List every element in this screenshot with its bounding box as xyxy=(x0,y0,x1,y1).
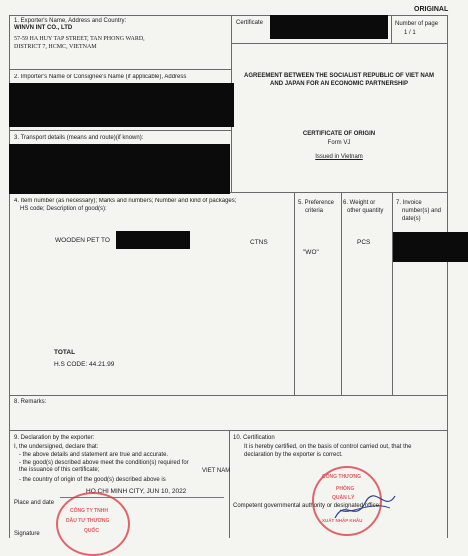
right-stamp-line3: QUẢN LÝ xyxy=(332,495,355,501)
redacted-transport xyxy=(9,144,230,194)
competent-authority-label: Competent governmental authority or designated office: xyxy=(233,503,381,509)
agreement-line1: AGREEMENT BETWEEN THE SOCIALIST REPUBLIC OF VIET NAM xyxy=(243,73,434,79)
declaration-line1: I, the undersigned, declare that: xyxy=(14,444,99,450)
redacted-certificate-number xyxy=(270,15,388,39)
preference-label-line1: 5. Preference xyxy=(298,200,335,206)
item-label-line1: 4. Item number (as necessary); Marks and numbers; Number and kind of packages; xyxy=(14,198,237,204)
exporter-label: 1. Exporter's Name, Address and Country: xyxy=(14,18,127,24)
invoice-label-line2: number(s) and xyxy=(402,208,442,214)
left-stamp-line3: QUỐC xyxy=(84,528,99,534)
box2-bottom xyxy=(9,130,231,131)
weight-label-line1: 6. Weight or xyxy=(343,200,376,206)
coo-form: Form VJ xyxy=(327,140,351,146)
redacted-goods-description xyxy=(116,231,190,249)
goods-unit: CTNS xyxy=(250,239,268,246)
declaration-line2: - the above details and statement are true and accurate. xyxy=(19,452,169,458)
place-date-value: HO CHI MINH CITY, JUN 10, 2022 xyxy=(86,488,187,495)
redacted-importer xyxy=(9,83,234,127)
certification-label: 10. Certification xyxy=(233,435,275,441)
right-border xyxy=(447,15,448,538)
exporter-address-line1: 57-59 HA HUY TAP STREET, TAN PHONG WARD, xyxy=(14,36,145,42)
page-number-value: 1 / 1 xyxy=(404,30,416,36)
item-label-line2: HS code; Description of good(s): xyxy=(20,206,107,212)
signature-label: Signature xyxy=(14,531,40,537)
exporter-company-stamp xyxy=(56,492,130,556)
invoice-label-line1: 7. Invoice xyxy=(396,200,422,206)
invoice-label-line3: date(s) xyxy=(402,216,421,222)
preference-criteria-value: "WO" xyxy=(303,249,319,256)
bottom-center-divider xyxy=(229,430,230,538)
declaration-line5: - the country of origin of the good(s) described above is xyxy=(19,477,166,483)
page-number-label: Number of page xyxy=(395,21,439,27)
agreement-line2: AND JAPAN FOR AN ECONOMIC PARTNERSHIP xyxy=(270,81,408,87)
coo-issued: Issued in Vietnam xyxy=(315,154,363,160)
weight-label-line2: other quantity xyxy=(347,208,384,214)
signature-scribble xyxy=(330,488,400,528)
country-of-origin: VIET NAM xyxy=(202,468,231,474)
declaration-label: 9. Declaration by the exporter: xyxy=(14,435,95,441)
original-label: ORIGINAL xyxy=(414,6,449,13)
transport-label: 3. Transport details (means and route)(if known): xyxy=(14,135,144,141)
total-label: TOTAL xyxy=(54,349,76,356)
certification-line2: declaration by the exporter is correct. xyxy=(244,452,343,458)
goods-description: WOODEN PET TO xyxy=(55,237,110,244)
right-stamp-line4: XUẤT NHẬP KHẨU xyxy=(322,518,363,523)
exporter-company: WINVN INT CO., LTD xyxy=(14,25,73,31)
certification-line1: It is hereby certified, on the basis of control carried out, that the xyxy=(244,444,412,450)
preference-label-line2: criteria xyxy=(305,208,324,214)
col6-divider xyxy=(341,192,342,395)
col5-divider xyxy=(294,192,295,395)
hs-code: H.S CODE: 44.21.99 xyxy=(54,361,115,368)
coo-title: CERTIFICATE OF ORIGIN xyxy=(302,131,376,137)
quantity-unit: PCS xyxy=(357,239,371,246)
importer-label: 2. Importer's Name or Consignee's Name (if applicable), Address xyxy=(14,74,187,80)
goods-bottom xyxy=(9,395,448,396)
certificate-label: Certificate xyxy=(236,20,264,26)
page-number-divider xyxy=(391,15,392,43)
right-stamp-line1: CÔNG THƯƠNG xyxy=(322,474,361,480)
col7-divider xyxy=(392,192,393,395)
exporter-address-line2: DISTRICT 7, HCMC, VIETNAM xyxy=(14,44,97,50)
place-date-label: Place and date xyxy=(14,500,55,506)
right-stamp-line2: PHÒNG xyxy=(336,486,355,492)
left-stamp-line1: CÔNG TY TNHH xyxy=(70,508,108,514)
declaration-line3: - the good(s) described above meet the condition(s) required for xyxy=(19,460,189,466)
redacted-invoice xyxy=(393,232,468,262)
certificate-bottom xyxy=(231,43,447,44)
box1-bottom xyxy=(9,69,231,70)
left-stamp-line2: DẦU TƯ THƯƠNG xyxy=(66,518,110,524)
remarks-label: 8. Remarks: xyxy=(14,399,47,405)
declaration-line4: the issuance of this certificate; xyxy=(19,467,100,473)
